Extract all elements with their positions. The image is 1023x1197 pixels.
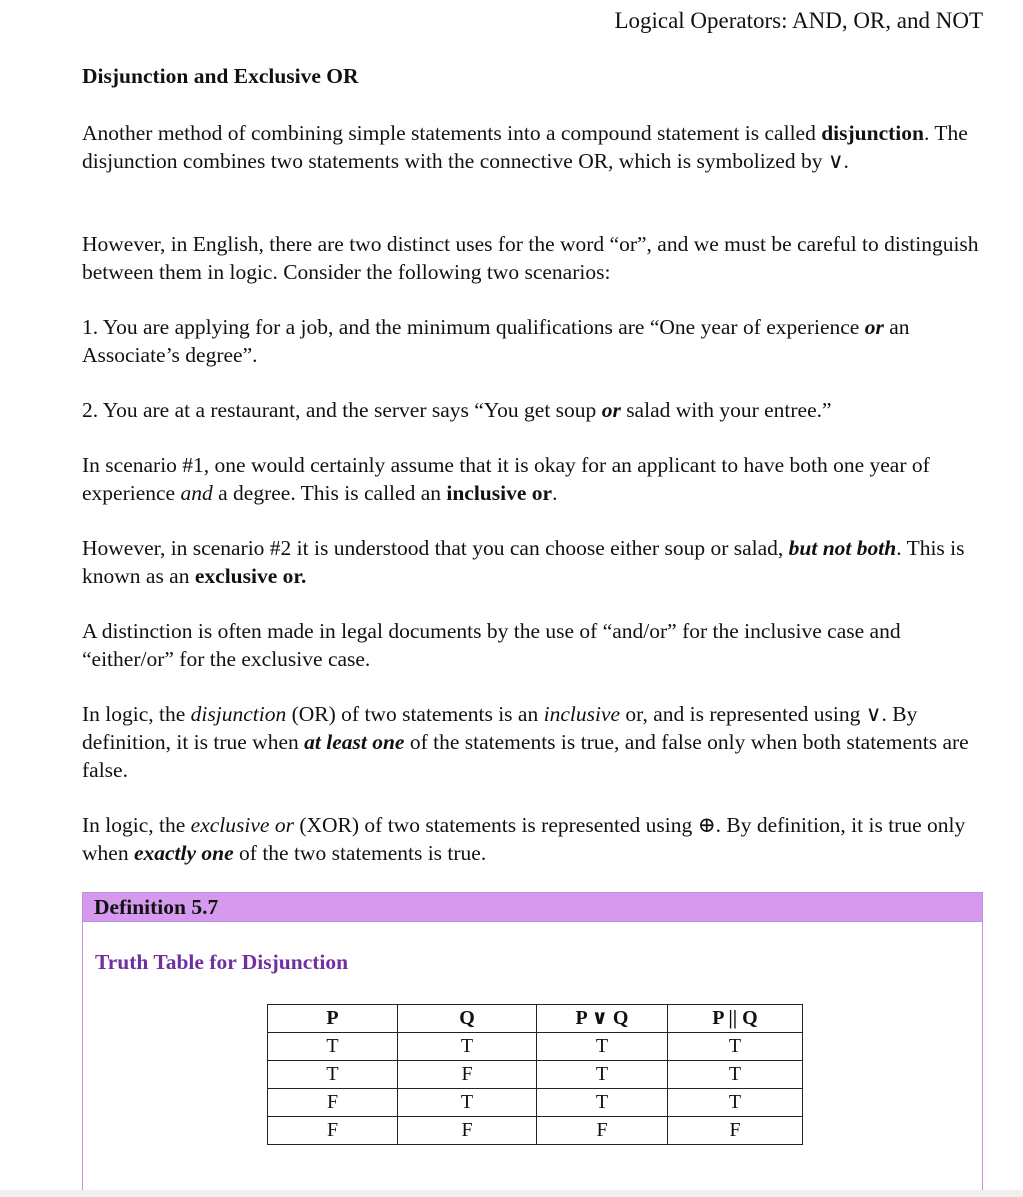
- table-cell: T: [537, 1089, 668, 1117]
- table-cell: T: [537, 1061, 668, 1089]
- p4-text-a: 2. You are at a restaurant, and the server says “You get soup: [82, 398, 602, 422]
- paragraph-exclusive-or: [82, 534, 987, 590]
- definition-label: Definition 5.7: [83, 893, 982, 922]
- p4-text-c: salad with your entree.”: [620, 398, 832, 422]
- definition-box: [82, 892, 983, 1193]
- paragraph-scenario-1: [82, 313, 987, 369]
- header-p-or-q: P ∨ Q: [537, 1005, 668, 1033]
- header-p-parallel-q: P || Q: [668, 1005, 803, 1033]
- p1-text-c: . The disjunction combines two statements with the connective OR, which is symbolized by ∨.: [82, 121, 968, 173]
- table-row: [268, 1089, 803, 1117]
- p9-emph-exclusive-or: exclusive or: [190, 813, 294, 837]
- table-cell: F: [268, 1117, 398, 1145]
- paragraph-legal-distinction: A distinction is often made in legal documents by the use of “and/or” for the inclusive case and “either/or” for the exclusive case.: [82, 619, 901, 671]
- p4-emph-or: or: [601, 398, 621, 422]
- table-row: [268, 1117, 803, 1145]
- table-cell: F: [398, 1061, 537, 1089]
- viewer-bottom-strip: [0, 1190, 1023, 1197]
- p5-text-a: In scenario #1, one would certainly assume that it is okay for an applicant to have both one year of experience: [82, 453, 930, 505]
- p5-text-e: .: [552, 481, 558, 505]
- p8-text-e: or, and is represented using ∨. By definition, it is true when: [82, 702, 918, 754]
- page-header: Logical Operators: AND, OR, and NOT: [614, 8, 983, 33]
- p9-emph-exactly-one: exactly one: [133, 841, 234, 865]
- table-cell: T: [398, 1033, 537, 1061]
- table-cell: T: [668, 1033, 803, 1061]
- definition-subtitle: Truth Table for Disjunction: [95, 950, 349, 974]
- table-cell: T: [268, 1033, 398, 1061]
- paragraph-scenario-2: [82, 396, 987, 424]
- p8-text-g: of the statements is true, and false only when both statements are false.: [82, 730, 969, 782]
- paragraph-xor-definition: [82, 811, 987, 867]
- header-q: Q: [398, 1005, 537, 1033]
- truth-table: [267, 1004, 803, 1145]
- header-p: P: [268, 1005, 398, 1033]
- table-cell: F: [268, 1089, 398, 1117]
- truth-table-header-row: [268, 1005, 803, 1033]
- table-row: [268, 1061, 803, 1089]
- p1-term-disjunction: disjunction: [821, 121, 924, 145]
- p1-text-a: Another method of combining simple statements into a compound statement is called: [82, 121, 822, 145]
- paragraph-disjunction-intro: [82, 119, 987, 175]
- p3-text-a: 1. You are applying for a job, and the minimum qualifications are “One year of experience: [82, 315, 865, 339]
- p9-text-a: In logic, the: [82, 813, 191, 837]
- p5-text-c: a degree. This is called an: [212, 481, 447, 505]
- p3-emph-or: or: [864, 315, 884, 339]
- table-cell: T: [398, 1089, 537, 1117]
- p3-text-c: an Associate’s degree”.: [82, 315, 910, 367]
- table-cell: T: [668, 1089, 803, 1117]
- table-cell: F: [398, 1117, 537, 1145]
- section-title: Disjunction and Exclusive OR: [82, 64, 359, 88]
- p6-term-exclusive-or: exclusive or.: [194, 564, 307, 588]
- p6-text-a: However, in scenario #2 it is understood that you can choose either soup or salad,: [82, 536, 789, 560]
- p8-emph-inclusive: inclusive: [543, 702, 621, 726]
- table-cell: T: [268, 1061, 398, 1089]
- p5-term-inclusive-or: inclusive or: [446, 481, 553, 505]
- paragraph-inclusive-or: [82, 451, 987, 507]
- table-row: [268, 1033, 803, 1061]
- paragraph-disjunction-definition: [82, 700, 987, 784]
- table-cell: F: [537, 1117, 668, 1145]
- p8-text-c: (OR) of two statements is an: [286, 702, 544, 726]
- p8-text-a: In logic, the: [82, 702, 191, 726]
- table-cell: T: [668, 1061, 803, 1089]
- p5-emph-and: and: [180, 481, 213, 505]
- p9-text-e: of the two statements is true.: [233, 841, 487, 865]
- table-cell: T: [537, 1033, 668, 1061]
- p8-emph-disjunction: disjunction: [190, 702, 287, 726]
- p8-emph-at-least-one: at least one: [304, 730, 405, 754]
- paragraph-two-uses: However, in English, there are two distinct uses for the word “or”, and we must be careful to distinguish between them in logic. Consider the following two scenarios:: [82, 232, 979, 284]
- p9-text-c: (XOR) of two statements is represented using ⊕. By definition, it is true only when: [82, 813, 966, 865]
- p6-text-c: . This is known as an: [82, 536, 965, 588]
- p6-emph-but-not-both: but not both: [788, 536, 897, 560]
- table-cell: F: [668, 1117, 803, 1145]
